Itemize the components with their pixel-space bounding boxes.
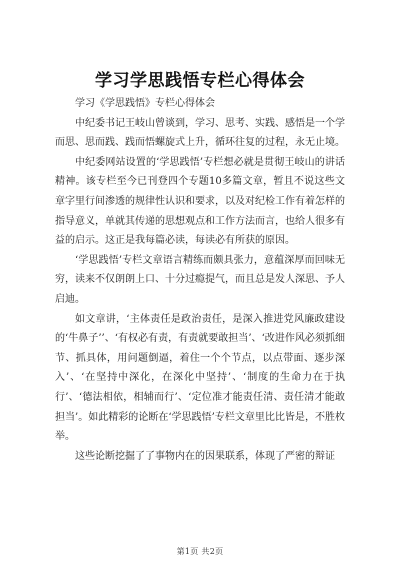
document-body <box>55 94 345 466</box>
paragraph: 中纪委网站设置的‘学思践悟’专栏想必就是贯彻王岐山的讲话精神。该专栏至今已刊登四个专题10多篇文章，暂且不说这些文章字里行间渗透的规律性认识和要求，以及对纪检工作有着怎样的指导意义，单就其传递的思想观点和工作方法而言，也给人很多有益的启示。这正是我每篇必读，每读必有所获的原因。 <box>55 156 345 247</box>
page-number-footer: 第1页 共2页 <box>176 547 224 556</box>
paragraph: ‘学思践悟’专栏文章语言精练而颇具张力，意蕴深厚而回味无穷，读来不仅朗朗上口、十分过瘾提气，而且总是发人深思、予人启迪。 <box>55 254 345 305</box>
paragraph: 中纪委书记王岐山曾谈到，学习、思考、实践、感悟是一个学而思、思而践、践而悟螺旋式上升，循环往复的过程，永无止境。 <box>55 117 345 149</box>
document-subtitle: 学习《学思践悟》专栏心得体会 <box>75 98 215 109</box>
document-title: 学习学思践悟专栏心得体会 <box>95 71 305 91</box>
paragraph: 这些论断挖掘了了事物内在的因果联系，体现了严密的辩证 <box>75 450 335 462</box>
paragraph: 如文章讲，‘主体责任是政治责任，是深入推进党风廉政建设的‘牛鼻子’’、‘有权必有责，有责就要敢担当’、‘改进作风必须抓细节、抓具体，用问题倒逼，着住一个个节点，以点带面、逐步深入’、‘在坚持中深化，在深化中坚持’、‘制度的生命力在于执行’、‘德法相依，相辅而行’、‘定位准才能责任清、责任清才能敢担当’。如此精彩的论断在‘学思践悟’专栏文章里比比皆是，不胜枚举。 <box>55 313 345 443</box>
